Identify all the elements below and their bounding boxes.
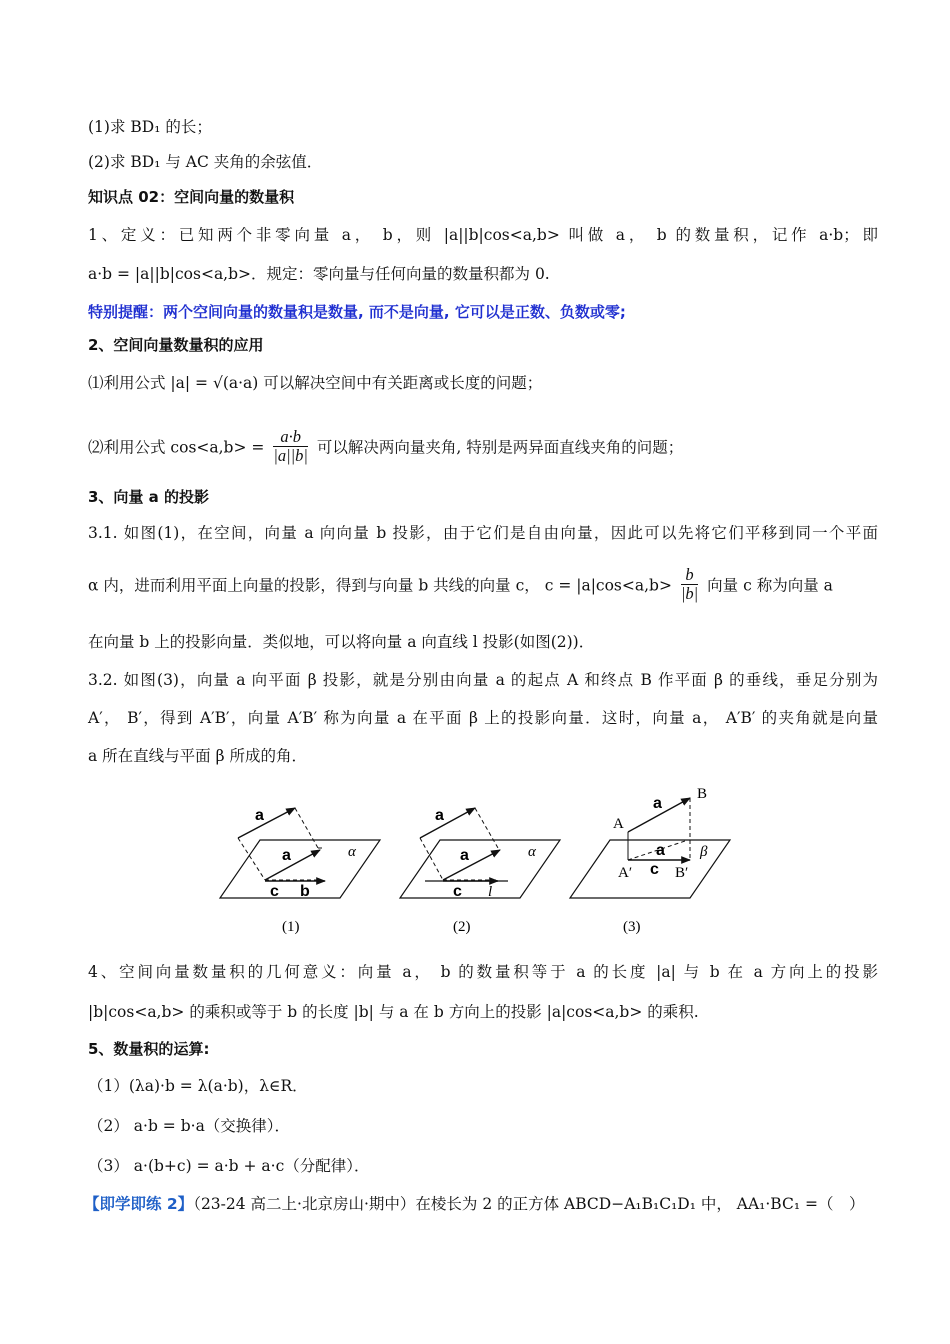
question-2: (2)求 BD₁ 与 AC 夹角的余弦值． (88, 153, 323, 171)
section-3-2-line-1: 3.2. 如图(3)，向量 a 向平面 β 投影，就是分别由向量 a 的起点 A 和终点 B 作平面 β 的垂线，垂足分别为 (88, 671, 878, 689)
exercise-line (84, 1193, 874, 1215)
figure-1-dash-left (238, 838, 265, 880)
figure-1-label-c: c (270, 883, 279, 900)
question-1: (1)求 BD₁ 的长； (88, 118, 212, 136)
section-3-1-line-1: 3.1. 如图(1)，在空间，向量 a 向向量 b 投影，由于它们是自由向量，因此可以先将它们平移到同一个平面 (88, 524, 878, 542)
operation-1: （1）(λa)·b = λ(a·b)，λ∈R． (88, 1077, 308, 1095)
operation-2: （2） a·b = b·a（交换律）． (88, 1117, 291, 1135)
figure-1 (220, 807, 380, 935)
figure-2-label-a-plane: a (460, 847, 469, 864)
figure-3 (570, 786, 730, 935)
figure-3-label-B: B (697, 786, 708, 802)
figure-1-vector-a (238, 808, 295, 838)
section-3-1-line-2-post: 向量 c 称为向量 a (707, 576, 833, 595)
figure-2 (400, 807, 560, 935)
projection-fraction-denominator: |b| (680, 584, 699, 603)
figure-2-dash-left (420, 838, 443, 880)
figure-1-vector-a-projected (265, 850, 320, 880)
figure-3-label-A: A (613, 816, 624, 832)
figure-1-label-a-plane: a (282, 847, 291, 864)
figure-1-label-a: a (255, 807, 264, 824)
figure-3-label-A-prime: A′ (618, 865, 633, 881)
figure-2-plane (400, 840, 560, 898)
cos-fraction (273, 428, 308, 465)
figure-3-label-beta: β (700, 844, 708, 860)
special-reminder: 特别提醒：两个空间向量的数量积是数量, 而不是向量, 它可以是正数、负数或零; (88, 303, 626, 321)
projection-fraction (681, 566, 698, 603)
figure-2-vector-a-projected (443, 850, 500, 880)
application-2-pre: ⑵利用公式 cos<a,b> = (88, 438, 265, 457)
figure-3-label-c: c (650, 861, 659, 878)
projection-title: 3、向量 a 的投影 (88, 488, 210, 506)
figure-2-label-a: a (435, 807, 444, 824)
figure-3-label-a: a (653, 795, 662, 812)
fraction-denominator: |a||b| (273, 446, 308, 465)
figure-2-vector-a (420, 808, 475, 838)
definition-line-2: a·b = |a||b|cos<a,b>．规定：零向量与任何向量的数量积都为 0. (88, 265, 550, 283)
application-title: 2、空间向量数量积的应用 (88, 336, 264, 354)
figure-1-label-alpha: α (348, 844, 356, 860)
application-1: ⑴利用公式 |a| = √(a·a) 可以解决空间中有关距离或长度的问题； (88, 374, 543, 392)
exercise-tag: 【即学即练 2】 (84, 1195, 194, 1213)
figure-3-caption: (3) (623, 919, 641, 935)
geometric-meaning-line-2: |b|cos<a,b> 的乘积或等于 b 的长度 |b| 与 a 在 b 方向上的投影 |a|cos<a,b> 的乘积. (88, 1003, 699, 1021)
section-3-1-line-2-pre: α 内，进而利用平面上向量的投影，得到与向量 b 共线的向量 c， c = |a|cos<a,b> (88, 576, 672, 595)
definition-line-1: 1、定义：已知两个非零向量 a， b，则 |a||b|cos<a,b> 叫做 a， b 的数量积，记作 a·b；即 (88, 226, 878, 244)
figure-2-label-l: l (488, 884, 493, 900)
figure-1-caption: (1) (282, 919, 300, 935)
figure-1-label-b: b (300, 883, 310, 900)
exercise-text: （23-24 高二上·北京房山·期中）在棱长为 2 的正方体 ABCD−A₁B₁C₁D₁ 中， AA₁·BC₁ =（ ） (193, 1195, 865, 1213)
fraction-numerator: a·b (273, 428, 308, 447)
figure-2-label-alpha: α (528, 844, 536, 860)
section-3-2-line-3: a 所在直线与平面 β 所成的角． (88, 747, 307, 765)
figure-2-label-c: c (453, 883, 462, 900)
figure-2-caption: (2) (453, 919, 471, 935)
operation-3: （3） a·(b+c) = a·b + a·c（分配律）． (88, 1157, 370, 1175)
figure-2-dash-right (475, 808, 498, 848)
application-2-post: 可以解决两向量夹角, 特别是两异面直线夹角的问题； (316, 438, 684, 457)
section-3-1-line-2 (88, 565, 878, 612)
figure-3-label-B-prime: B′ (675, 865, 689, 881)
projection-fraction-numerator: b (681, 566, 698, 585)
application-2 (88, 427, 878, 470)
figure-3-label-a-plane: a (656, 842, 665, 859)
geometric-meaning-line-1: 4、空间向量数量积的几何意义：向量 a， b 的数量积等于 a 的长度 |a| 与 b 在 a 方向上的投影 (88, 963, 878, 981)
section-3-1-line-3: 在向量 b 上的投影向量．类似地，可以将向量 a 向直线 l 投影(如图(2))． (88, 633, 595, 651)
projection-figures (210, 780, 750, 940)
figure-1-dash-right (295, 808, 318, 848)
knowledge-point-title: 知识点 02：空间向量的数量积 (88, 188, 295, 206)
operations-title: 5、数量积的运算: (88, 1040, 210, 1058)
section-3-2-line-2: A′， B′，得到 A′B′，向量 A′B′ 称为向量 a 在平面 β 上的投影向量．这时，向量 a， A′B′ 的夹角就是向量 (88, 709, 878, 727)
